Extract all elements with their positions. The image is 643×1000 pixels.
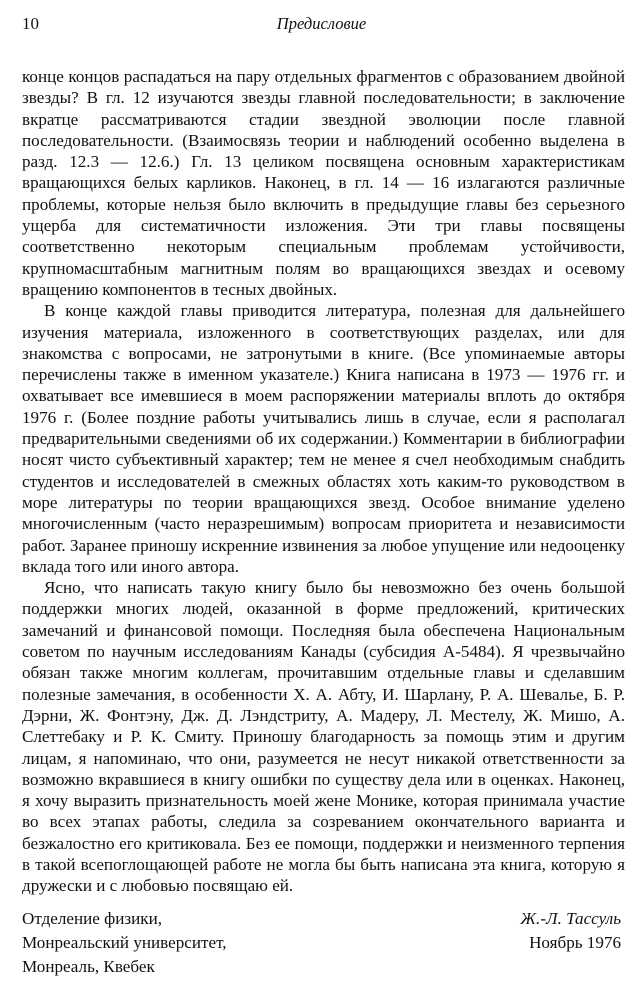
- author-signature: [520, 907, 621, 955]
- page-header: [22, 14, 621, 40]
- affiliation-university: Монреальский университет,: [22, 933, 227, 952]
- affiliation-department: Отделение физики,: [22, 909, 162, 928]
- affiliation-city: Монреаль, Квебек: [22, 957, 155, 976]
- preface-date: Ноябрь 1976: [529, 933, 621, 952]
- paragraph-literature: В конце каждой главы приводится литература, полезная для дальнейшего изучения материала, изложенного в соответствующих разделах, или для знакомства с вопросами, не затронутыми в книге. (Все упоминаемые авторы перечислены также в именном указателе.) Книга написана в 1973 — 1976 гг. и охватывает все имевшиеся в моем распоряжении материалы вплоть до октября 1976 г. (Более поздние работы учитывались лишь в случае, если я располагал предварительными сведениями об их содержании.) Комментарии в библиографии носят чисто субъективный характер; тем не менее я счел необходимым снабдить студентов и исследователей в смежных областях хоть каким-то руководством в море литературы по теории вращающихся звезд. Особое внимание уделено многочисленным (часто неразрешимым) вопросам приоритета и независимости работ. Заранее приношу искренние извинения за любое упущение или недооценку вклада того или иного автора.: [22, 301, 625, 576]
- page-number: 10: [22, 14, 39, 33]
- paragraph-continuation: конце концов распадаться на пару отдельных фрагментов с образованием двойной звезды? В гл. 12 изучаются звезды главной последовательности; в заключение вкратце рассматриваются стадии звездной эволюции после главной последовательности. (Взаимосвязь теории и наблюдений особенно выделена в разд. 12.3 — 12.6.) Гл. 13 целиком посвящена основным характеристикам вращающихся белых карликов. Наконец, в гл. 14 — 16 излагаются различные проблемы, которые нельзя было включить в предыдущие главы без серьезного ущерба для систематичности изложения. Эти три главы посвящены соответственно некоторым специальным проблемам устойчивости, крупномасштабным магнитным полям во вращающихся звездах и осевому вращению компонентов в тесных двойных.: [22, 67, 625, 299]
- running-title: Предисловие: [276, 14, 367, 33]
- paragraph-acknowledgements: Ясно, что написать такую книгу было бы невозможно без очень большой поддержки многих людей, оказанной в форме предложений, критических замечаний и финансовой помощи. Последняя была обеспечена Национальным советом по научным исследованиям Канады (субсидия А-5484). Я чрезвычайно обязан также многим коллегам, прочитавшим отдельные главы и сделавшим полезные замечания, в особенности Х. А. Абту, И. Шарлану, Р. А. Шевалье, Б. Р. Дэрни, Ж. Фонтэну, Дж. Д. Лэндстриту, А. Мадеру, Л. Местелу, Ж. Мишо, А. Слеттебаку и Р. К. Смиту. Приношу благодарность за помощь этим и другим лицам, я напоминаю, что они, разумеется не несут никакой ответственности за возможно вкравшиеся в книгу ошибки по существу дела или в оценках. Наконец, я хочу выразить признательность моей жене Монике, которая принимала участие во всех этапах работы, следила за созреванием окончательного варианта и безжалостно его критиковала. Без ее помощи, поддержки и неизменного терпения в такой всепоглощающей работе не могла бы быть написана эта книга, которую я дружески и с любовью посвящаю ей.: [22, 578, 625, 896]
- preface-body: [22, 66, 625, 897]
- author-name: Ж.-Л. Тассуль: [520, 909, 621, 928]
- affiliation-block: [22, 907, 227, 979]
